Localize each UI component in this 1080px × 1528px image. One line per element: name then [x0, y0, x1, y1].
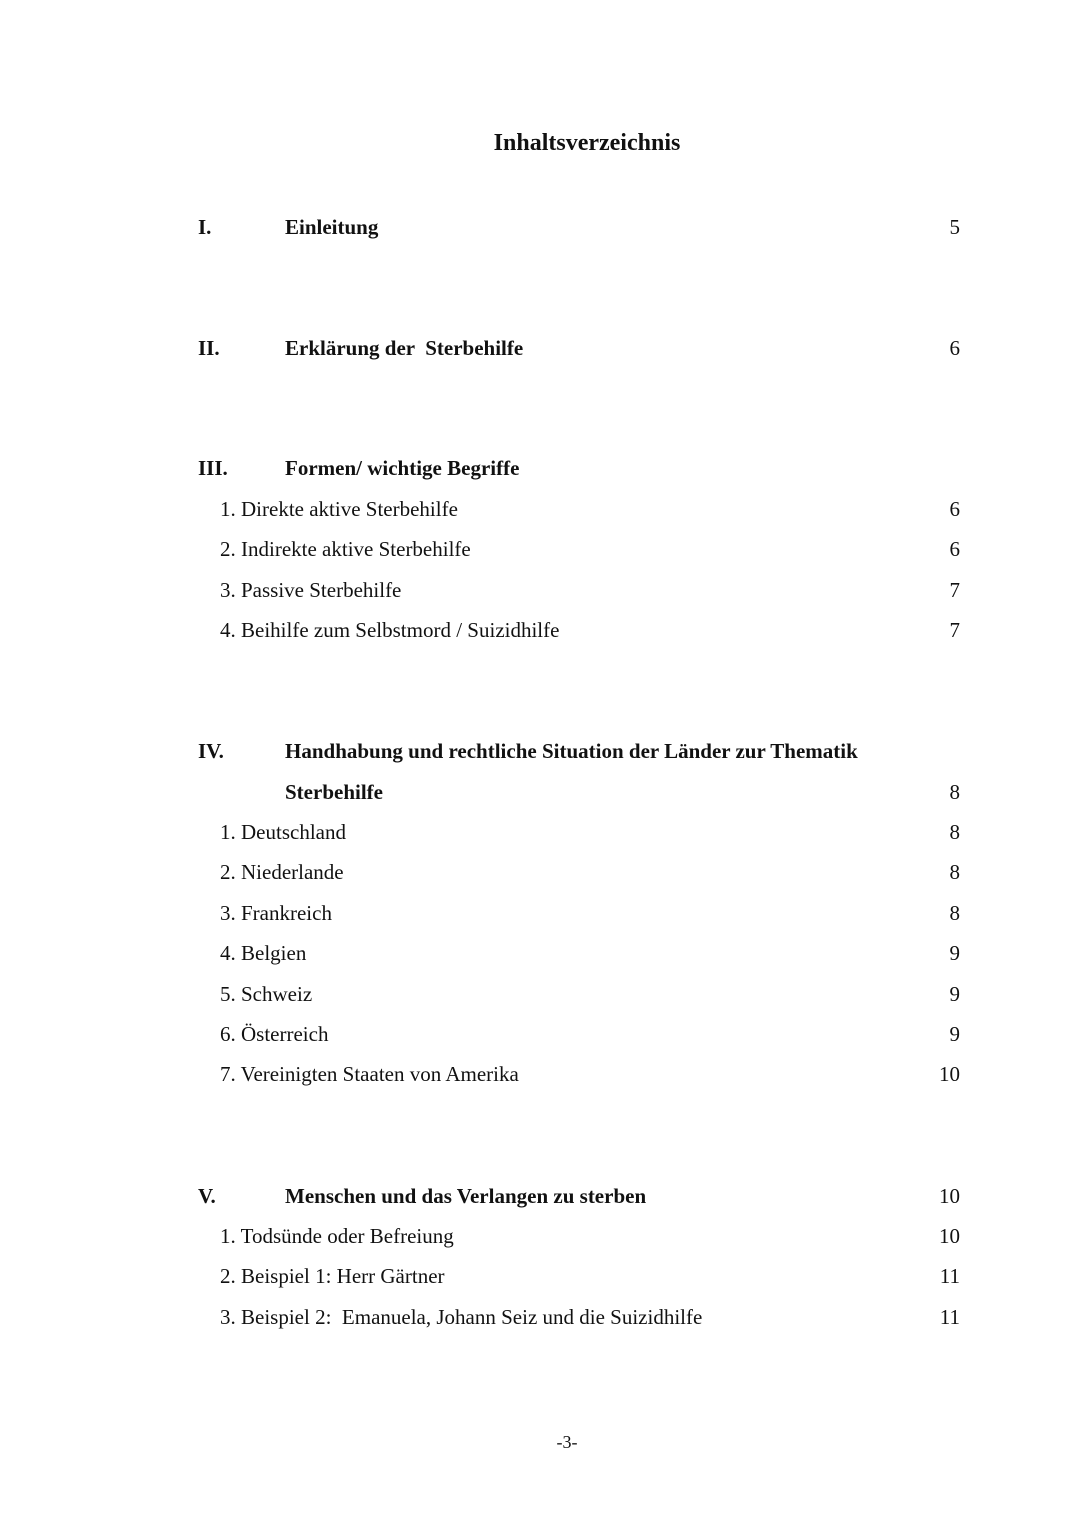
toc-item-page-number: 10 [939, 1062, 960, 1086]
toc-item-page-number: 11 [939, 1264, 960, 1288]
toc-item-label: 1. Todsünde oder Befreiung [220, 1224, 454, 1248]
toc-item-page-number: 6 [949, 497, 960, 521]
page-footer-number: -3- [556, 1432, 578, 1452]
section-page-number: 5 [949, 215, 960, 239]
toc-item-page-number: 9 [949, 941, 960, 965]
section-numeral: V. [198, 1184, 216, 1208]
toc-item-label: 7. Vereinigten Staaten von Amerika [220, 1062, 519, 1086]
toc-item-label: 2. Beispiel 1: Herr Gärtner [220, 1264, 445, 1288]
toc-item-label: 3. Beispiel 2: Emanuela, Johann Seiz und die Suizidhilfe [220, 1305, 703, 1329]
section-numeral: I. [198, 215, 212, 239]
section-page-number: 10 [939, 1184, 960, 1208]
toc-item-label: 1. Deutschland [220, 820, 346, 844]
toc-item-page-number: 11 [939, 1305, 960, 1329]
section-heading-continued: Sterbehilfe [285, 780, 383, 804]
toc-item-page-number: 6 [949, 537, 960, 561]
toc-item-label: 5. Schweiz [220, 982, 313, 1006]
toc-item-label: 3. Frankreich [220, 901, 332, 925]
toc-item-page-number: 7 [949, 578, 960, 602]
toc-item-label: 1. Direkte aktive Sterbehilfe [220, 497, 458, 521]
toc-item-label: 2. Niederlande [220, 860, 344, 884]
toc-item-page-number: 9 [949, 982, 960, 1006]
toc-item-label: 2. Indirekte aktive Sterbehilfe [220, 537, 471, 561]
section-heading: Einleitung [285, 215, 379, 239]
toc-item-page-number: 8 [949, 901, 960, 925]
toc-item-page-number: 9 [949, 1022, 960, 1046]
section-numeral: IV. [198, 739, 224, 763]
toc-item-page-number: 8 [949, 820, 960, 844]
section-page-number: 6 [949, 336, 960, 360]
toc-item-page-number: 10 [939, 1224, 960, 1248]
section-numeral: III. [198, 456, 228, 480]
toc-item-label: 3. Passive Sterbehilfe [220, 578, 402, 602]
section-heading: Menschen und das Verlangen zu sterben [285, 1184, 647, 1208]
section-heading: Handhabung und rechtliche Situation der Länder zur Thematik [285, 739, 858, 763]
toc-item-page-number: 7 [949, 618, 960, 642]
page-title: Inhaltsverzeichnis [493, 130, 681, 156]
toc-item-label: 4. Beihilfe zum Selbstmord / Suizidhilfe [220, 618, 560, 642]
toc-item-label: 4. Belgien [220, 941, 307, 965]
section-heading: Erklärung der Sterbehilfe [285, 336, 524, 360]
section-page-number: 8 [949, 780, 960, 804]
section-numeral: II. [198, 336, 220, 360]
section-heading: Formen/ wichtige Begriffe [285, 456, 520, 480]
toc-item-page-number: 8 [949, 860, 960, 884]
toc-item-label: 6. Österreich [220, 1022, 329, 1046]
